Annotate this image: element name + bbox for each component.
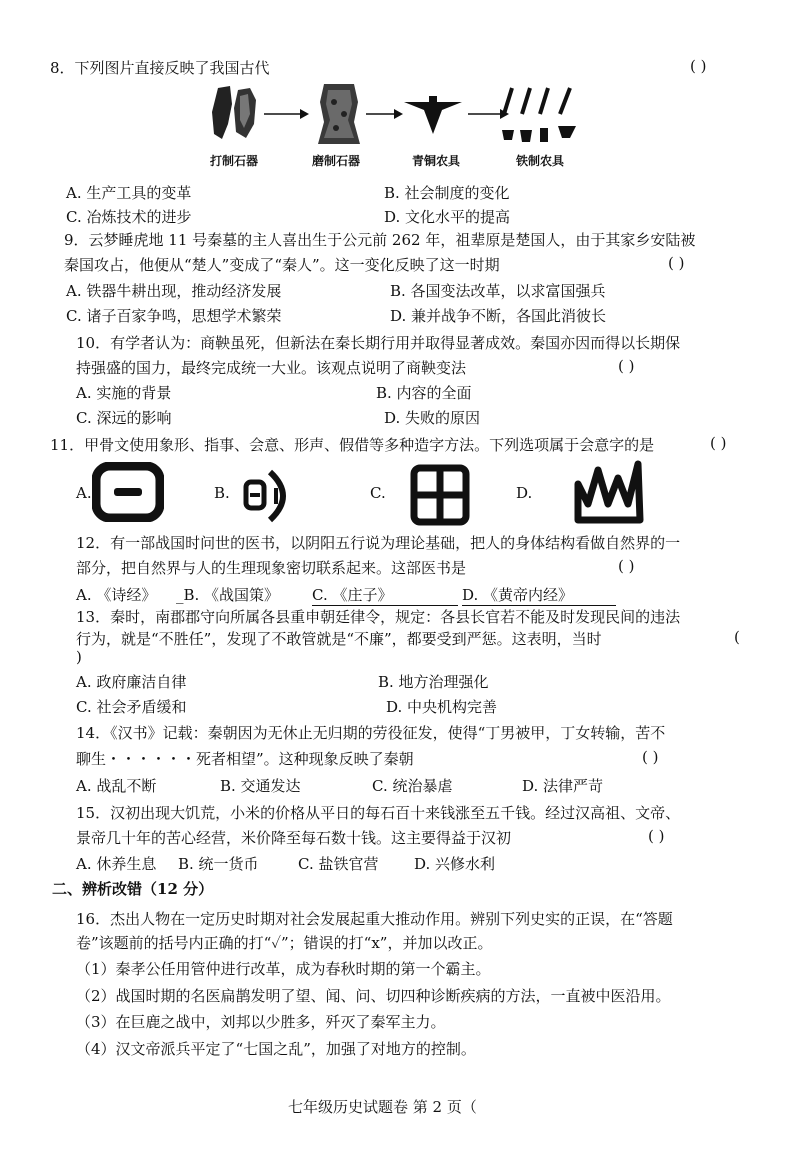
q11-option-c-letter: C. — [370, 484, 386, 502]
q9-option-b: B. 各国变法改革，以求富国强兵 — [390, 282, 606, 300]
q8-option-c: C. 冶炼技术的进步 — [66, 208, 192, 226]
q10-paren: ( ) — [618, 357, 635, 375]
q9-option-c: C. 诸子百家争鸣，思想学术繁荣 — [66, 307, 282, 325]
q13-option-c: C. 社会矛盾缓和 — [76, 698, 187, 716]
caption-bronze-tools: 青铜农具 — [412, 154, 461, 168]
oracle-glyph-mountain-image — [574, 460, 644, 524]
q11-option-a-letter: A. — [76, 484, 92, 502]
q14-paren: ( ) — [642, 748, 659, 766]
oracle-glyph-field-image — [410, 464, 470, 526]
q13-line2: 行为，就是“不胜任”，发现了不敢管就是“不廉”，都要受到严惩。这表明，当时 — [76, 630, 602, 648]
q8-option-a: A. 生产工具的变革 — [66, 184, 192, 202]
q16-intro-line2: 卷”该题前的括号内正确的打“✓”；错误的打“x”，并加以改正。 — [76, 934, 493, 952]
q10-option-d: D. 失败的原因 — [384, 409, 481, 427]
q11-paren: ( ) — [710, 434, 727, 452]
q13-option-d: D. 中央机构完善 — [386, 698, 498, 716]
q8-paren: ( ) — [690, 57, 707, 75]
bronze-tool-image — [402, 96, 464, 138]
q16-item-3: （3）在巨鹿之战中，刘邦以少胜多，歼灭了秦军主力。 — [76, 1013, 446, 1031]
q14-option-d: D. 法律严苛 — [522, 777, 604, 795]
q11-option-d-letter: D. — [516, 484, 533, 502]
caption-chipped-stone: 打制石器 — [210, 154, 259, 168]
q14-line2: 聊生・・・・・・死者相望”。这种现象反映了秦朝 — [76, 750, 414, 768]
oracle-glyph-ming-image — [242, 468, 298, 524]
q13-paren-close: ) — [76, 648, 82, 666]
q15-line1: 15．汉初出现大饥荒，小米的价格从平日的每石百十来钱涨至五千钱。经过汉高祖、文帝、 — [76, 804, 681, 822]
q13-option-b: B. 地方治理强化 — [378, 673, 489, 691]
q15-option-b: B. 统一货币 — [178, 855, 259, 873]
q10-option-a: A. 实施的背景 — [76, 384, 172, 402]
q12-option-c: C. 《庄子》 — [312, 584, 458, 606]
q8-option-b: B. 社会制度的变化 — [384, 184, 510, 202]
q15-option-a: A. 休养生息 — [76, 855, 157, 873]
arrow-icon — [262, 108, 310, 120]
q13-option-a: A. 政府廉洁自律 — [76, 673, 187, 691]
q12-line2: 部分，把自然界与人的生理现象密切联系起来。这部医书是 — [76, 559, 467, 577]
q9-option-a: A. 铁器牛耕出现，推动经济发展 — [66, 282, 282, 300]
q10-line2: 持强盛的国力，最终完成统一大业。该观点说明了商鞅变法 — [76, 359, 467, 377]
stone-tool-chipped-image — [210, 84, 260, 142]
q16-item-1: （1）秦孝公任用管仲进行改革，成为春秋时期的第一个霸主。 — [76, 960, 491, 978]
q16-item-4: （4）汉文帝派兵平定了“七国之乱”，加强了对地方的控制。 — [76, 1040, 476, 1058]
q15-paren: ( ) — [648, 827, 665, 845]
q9-paren: ( ) — [668, 254, 685, 272]
q14-option-a: A. 战乱不断 — [76, 777, 157, 795]
q13-paren-open: ( — [734, 628, 740, 646]
q11-option-b-letter: B. — [214, 484, 230, 502]
stone-tool-polished-image — [314, 82, 364, 146]
q10-line1: 10．有学者认为：商鞅虽死，但新法在秦长期行用并取得显著成效。秦国亦因而得以长期保 — [76, 334, 681, 352]
iron-tools-image — [500, 84, 590, 146]
q8-stem: 8．下列图片直接反映了我国古代 — [50, 59, 270, 77]
caption-polished-stone: 磨制石器 — [312, 154, 361, 168]
q15-option-c: C. 盐铁官营 — [298, 855, 379, 873]
q14-option-c: C. 统治暴虐 — [372, 777, 453, 795]
q13-line1: 13．秦时，南郡郡守向所属各县重申朝廷律令，规定：各县长官若不能及时发现民间的违法 — [76, 608, 681, 626]
q14-option-b: B. 交通发达 — [220, 777, 301, 795]
q12-option-a: A. 《诗经》 — [76, 586, 157, 604]
caption-iron-tools: 铁制农具 — [516, 154, 565, 168]
q9-option-d: D. 兼并战争不断，各国此消彼长 — [390, 307, 607, 325]
page-footer: 七年级历史试题卷 第 2 页（ — [288, 1098, 477, 1116]
q9-line2: 秦国攻占，他便从“楚人”变成了“秦人”。这一变化反映了这一时期 — [64, 256, 500, 274]
q12-option-d: D. 《黄帝内经》 — [462, 584, 616, 606]
arrow-icon — [364, 108, 404, 120]
q16-item-2: （2）战国时期的名医扁鹊发明了望、闻、问、切四种诊断疾病的方法，一直被中医沿用。 — [76, 987, 671, 1005]
q15-option-d: D. 兴修水利 — [414, 855, 496, 873]
q10-option-b: B. 内容的全面 — [376, 384, 472, 402]
q14-line1: 14．《汉书》记载：秦朝因为无休止无归期的劳役征发，使得“丁男被甲，丁女转输，苦不 — [76, 724, 666, 742]
q15-line2: 景帝几十年的苦心经营，米价降至每石数十钱。这主要得益于汉初 — [76, 829, 512, 847]
q12-line1: 12．有一部战国时问世的医书，以阴阳五行说为理论基础，把人的身体结构看做自然界的一 — [76, 534, 681, 552]
q16-intro-line1: 16．杰出人物在一定历史时期对社会发展起重大推动作用。辨别下列史实的正误，在“答题 — [76, 910, 673, 928]
q12-option-b: _B. 《战国策》 — [176, 586, 280, 604]
q12-paren: ( ) — [618, 557, 635, 575]
section2-title: 二、辨析改错（12 分） — [52, 880, 214, 898]
q10-option-c: C. 深远的影响 — [76, 409, 172, 427]
q8-option-d: D. 文化水平的提高 — [384, 208, 511, 226]
q9-line1: 9．云梦睡虎地 11 号秦墓的主人喜出生于公元前 262 年，祖辈原是楚国人，由于其家乡安陆被 — [64, 231, 696, 249]
q11-stem: 11．甲骨文使用象形、指事、会意、形声、假借等多种造字方法。下列选项属于会意字的是 — [50, 436, 655, 454]
oracle-glyph-sun-image — [92, 462, 164, 522]
